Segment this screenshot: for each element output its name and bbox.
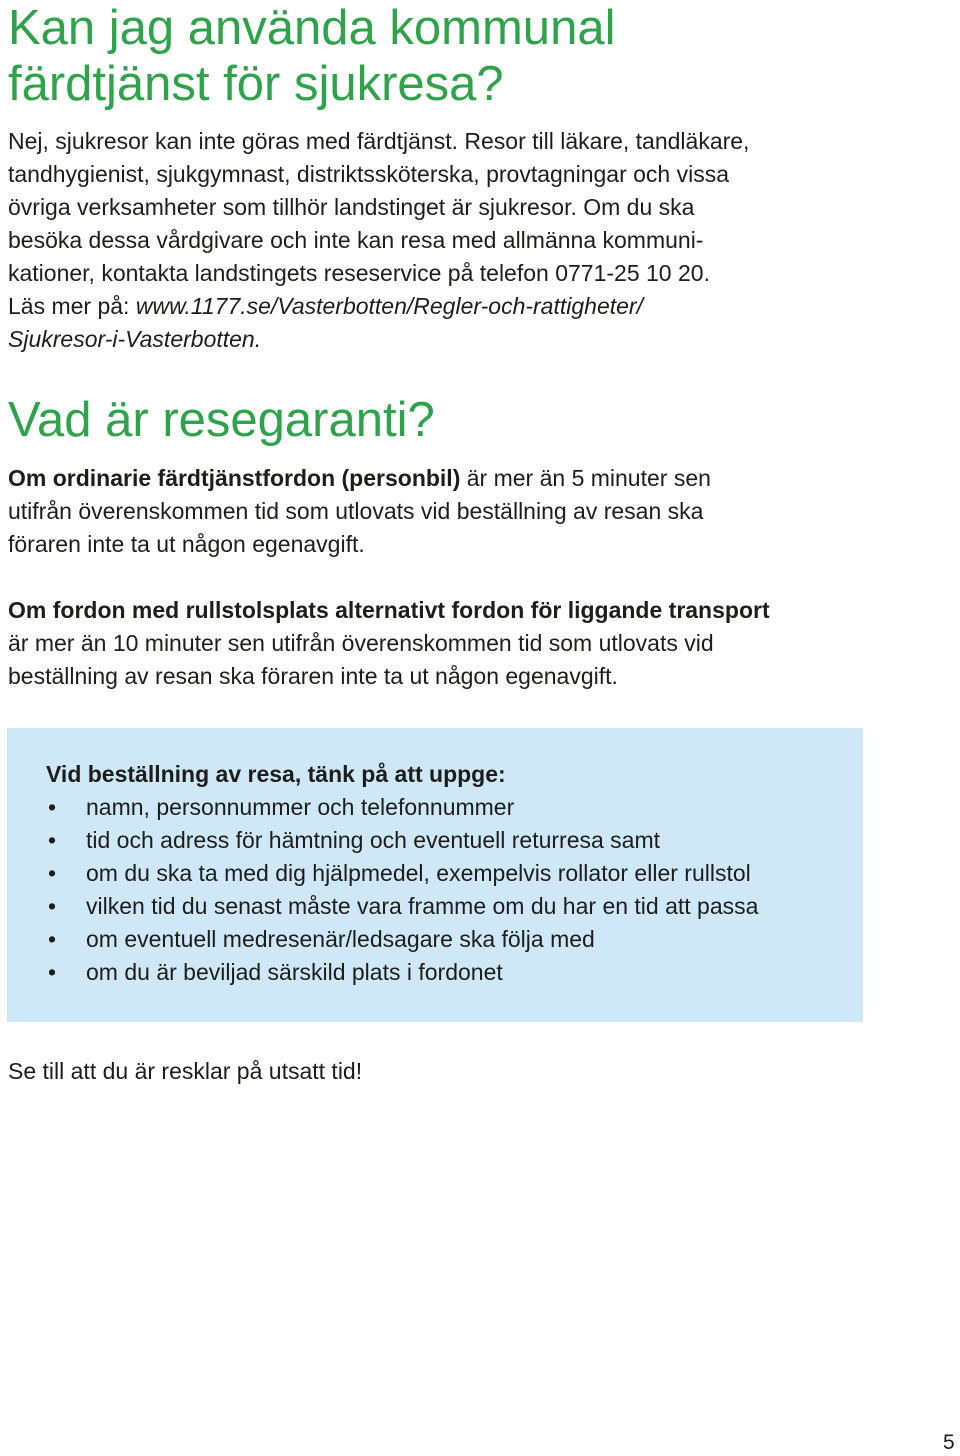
list-item-text: namn, personnummer och telefonnummer (86, 794, 515, 820)
page-title (8, 0, 908, 112)
list-item-text: om du ska ta med dig hjälpmedel, exempelvis rollator eller rullstol (86, 860, 751, 886)
paragraph-line: är mer än 10 minuter sen utifrån överenskommen tid som utlovats vid (8, 630, 714, 656)
list-item-text: vilken tid du senast måste vara framme om du har en tid att passa (86, 893, 759, 919)
read-more-label: Läs mer på: (8, 293, 136, 319)
page-title-line-1: Kan jag använda kommunal (8, 1, 616, 55)
list-item (46, 791, 846, 824)
list-item-text: om du är beviljad särskild plats i fordonet (86, 959, 503, 985)
section-heading-resegaranti: Vad är resegaranti? (8, 393, 435, 447)
paragraph-line: föraren inte ta ut någon egenavgift. (8, 531, 365, 557)
paragraph-line: kationer, kontakta landstingets reseservice på telefon 0771-25 10 20. (8, 260, 710, 286)
booking-info-box (7, 728, 863, 1022)
page-number: 5 (943, 1431, 955, 1454)
paragraph-line: övriga verksamheter som tillhör landstinget är sjukresor. Om du ska (8, 194, 695, 220)
paragraph-bold-lead: Om fordon med rullstolsplats alternativt fordon för liggande transport (8, 597, 770, 623)
list-item (46, 956, 846, 989)
read-more-link[interactable]: www.1177.se/Vasterbotten/Regler-och-rattigheter/ (135, 293, 643, 319)
info-box-title: Vid beställning av resa, tänk på att uppge: (46, 761, 506, 787)
bullet-icon: • (48, 860, 57, 886)
paragraph-line: utifrån överenskommen tid som utlovats vid beställning av resan ska (8, 498, 704, 524)
bullet-icon: • (48, 959, 57, 985)
paragraph-line: tandhygienist, sjukgymnast, distriktssköterska, provtagningar och vissa (8, 161, 729, 187)
bullet-icon: • (48, 926, 57, 952)
booking-checklist (46, 791, 846, 989)
paragraph-line: beställning av resan ska föraren inte ta ut någon egenavgift. (8, 663, 618, 689)
read-more-link-continued[interactable]: Sjukresor-i-Vasterbotten. (8, 326, 262, 352)
sjukresa-paragraph (8, 125, 908, 356)
list-item-text: tid och adress för hämtning och eventuell returresa samt (86, 827, 661, 853)
bullet-icon: • (48, 794, 57, 820)
list-item (46, 923, 846, 956)
paragraph-line: Nej, sjukresor kan inte göras med färdtjänst. Resor till läkare, tandläkare, (8, 128, 750, 154)
resegaranti-paragraph-personbil (8, 462, 908, 561)
bullet-icon: • (48, 827, 57, 853)
list-item (46, 857, 846, 890)
list-item (46, 824, 846, 857)
bullet-icon: • (48, 893, 57, 919)
paragraph-bold-lead: Om ordinarie färdtjänstfordon (personbil) (8, 465, 461, 491)
resegaranti-paragraph-rullstol (8, 594, 908, 693)
page-title-line-2: färdtjänst för sjukresa? (8, 57, 504, 111)
paragraph-line: är mer än 5 minuter sen (460, 465, 711, 491)
closing-note: Se till att du är resklar på utsatt tid! (8, 1058, 363, 1084)
list-item (46, 890, 846, 923)
paragraph-line: besöka dessa vårdgivare och inte kan resa med allmänna kommuni- (8, 227, 704, 253)
list-item-text: om eventuell medresenär/ledsagare ska följa med (86, 926, 595, 952)
